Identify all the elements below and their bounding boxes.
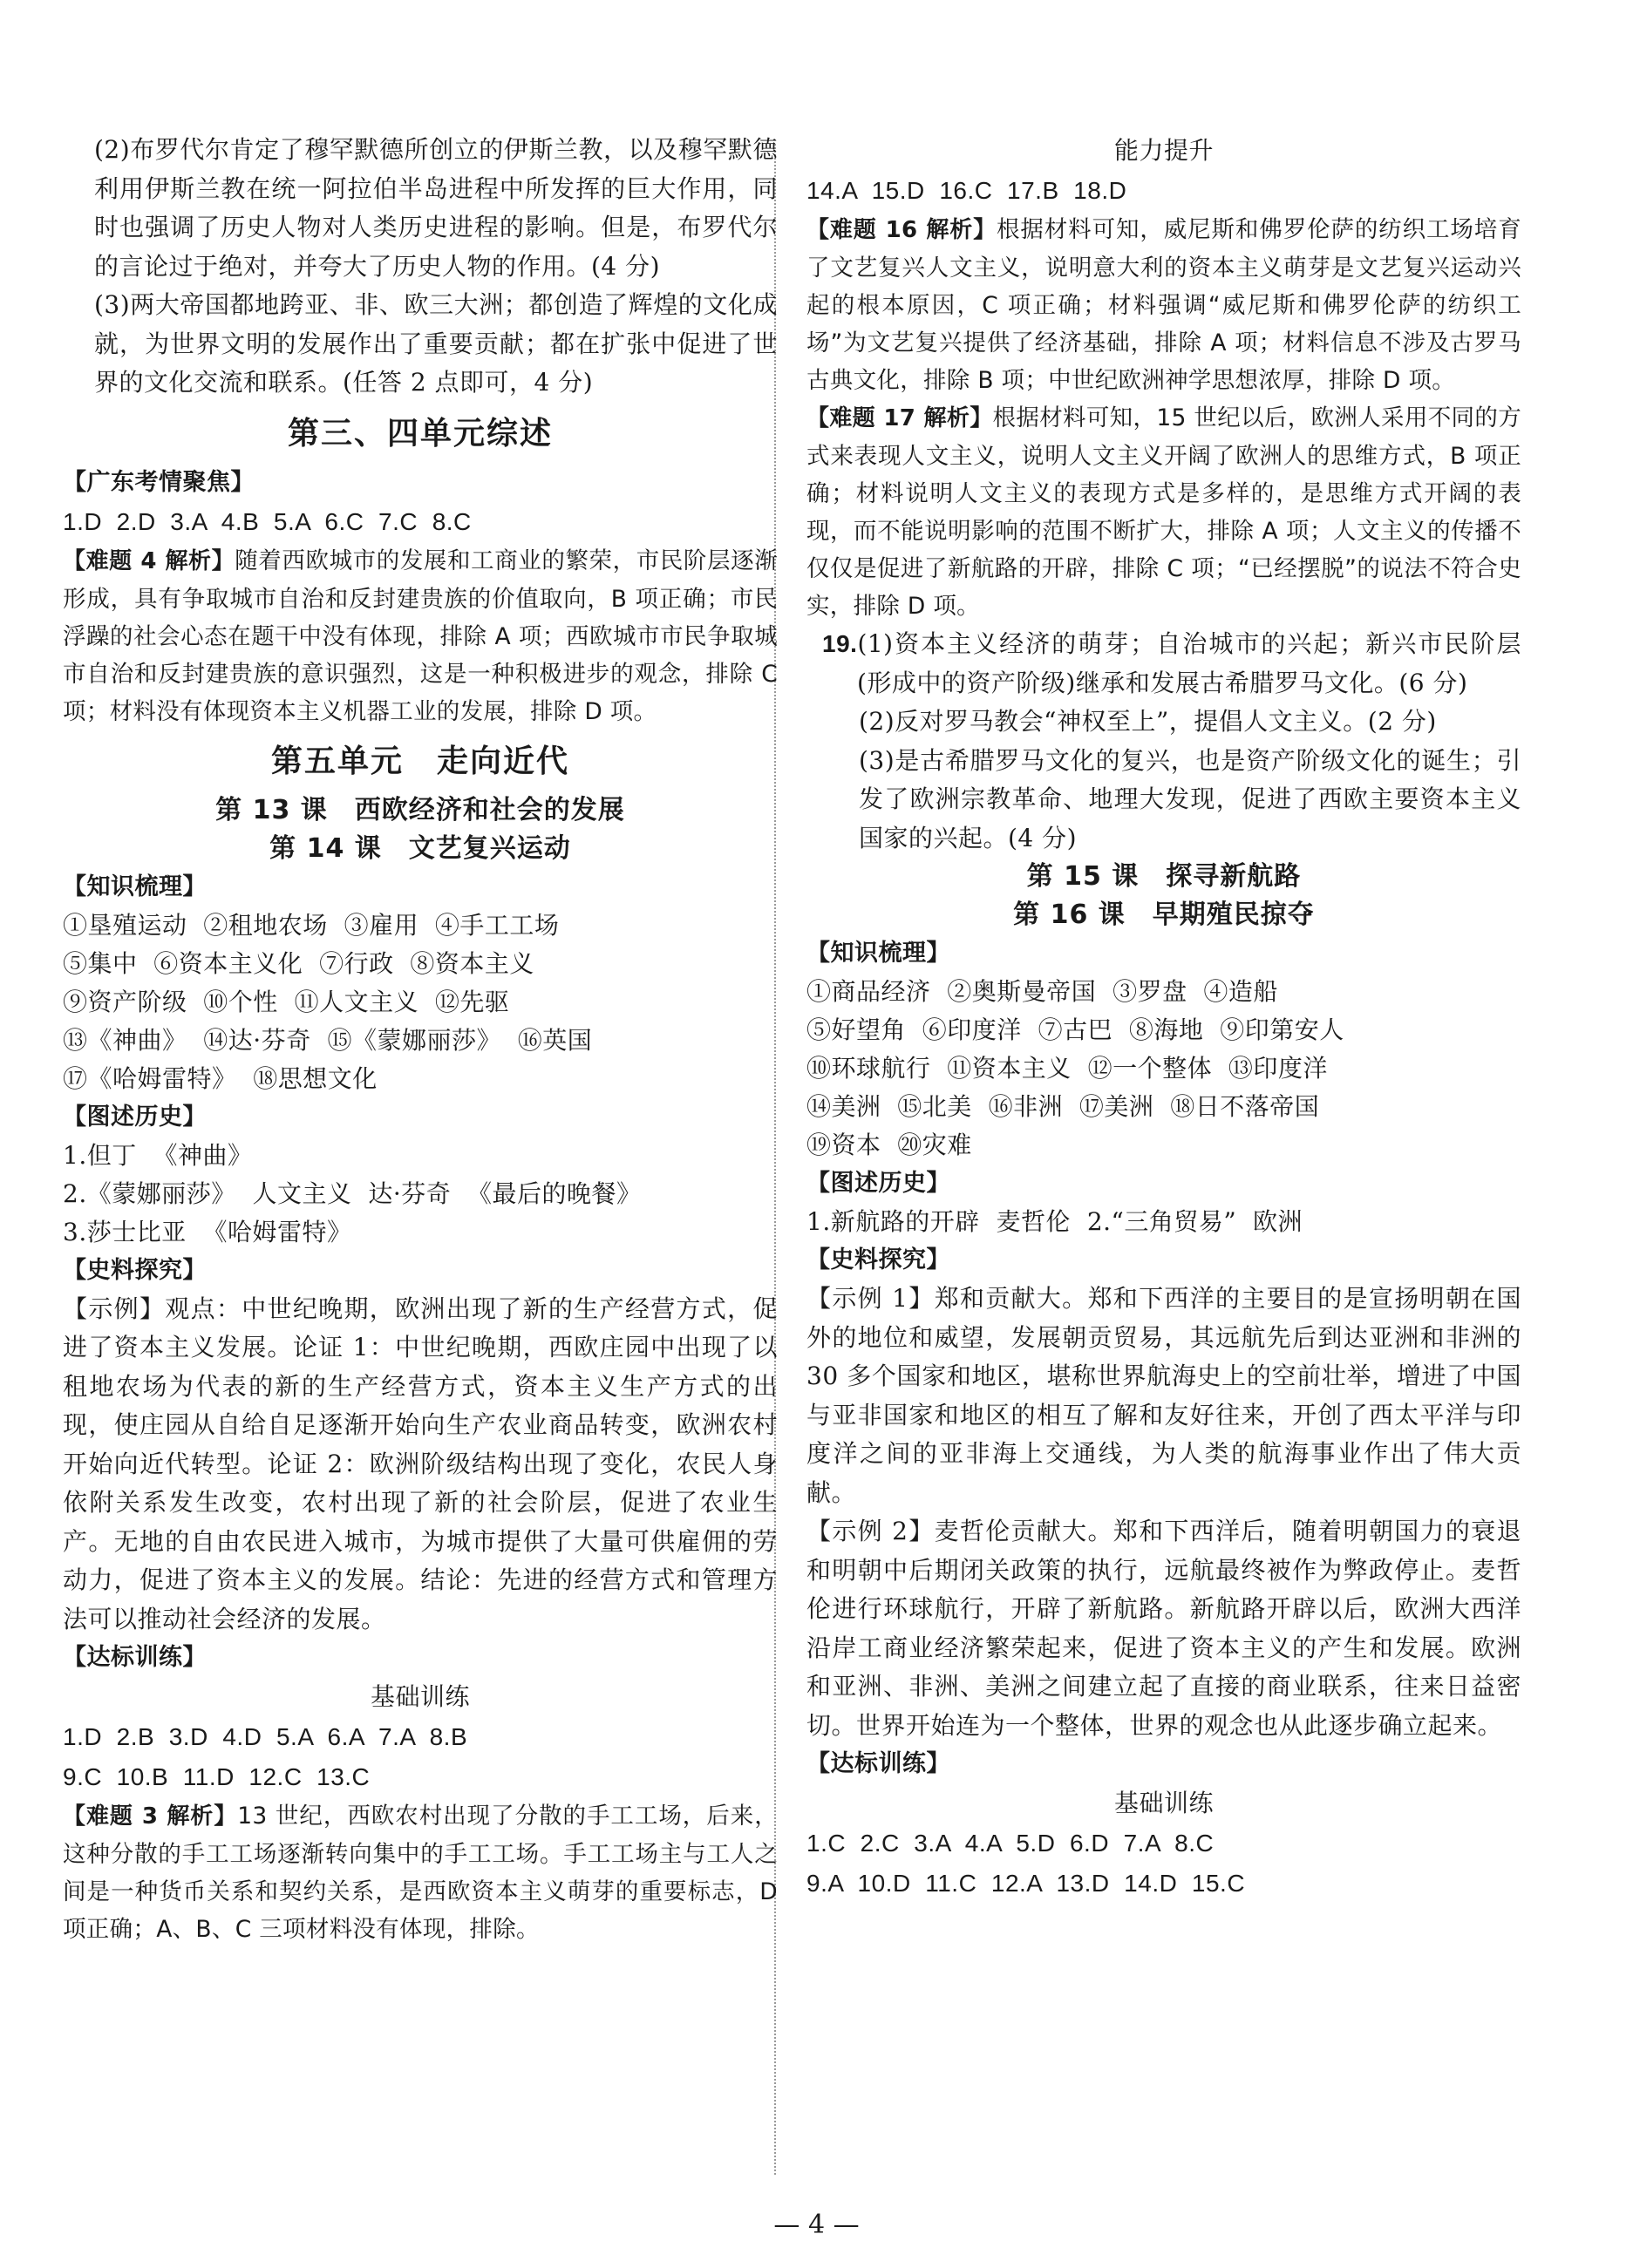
knowledge-row: ⑤好望角 ⑥印度洋 ⑦古巴 ⑧海地 ⑨印第安人 — [806, 1015, 1344, 1044]
knowledge-row: ⑤集中 ⑥资本主义化 ⑦行政 ⑧资本主义 — [63, 948, 534, 978]
knowledge-row: ⑲资本 ⑳灾难 — [806, 1131, 972, 1159]
picture-history-row: 2.《蒙娜丽莎》 人文主义 达·芬奇 《最后的晚餐》 — [63, 1178, 642, 1208]
hard-question-3-tag: 【难题 3 解析】 — [63, 1803, 238, 1830]
hard-question-3-text: 13 世纪，西欧农村出现了分散的手工工场，后来，这种分散的手工工场逐渐转向集中的手工工场。手工工场主与工人之间是一种货币关系和契约关系，是西欧资本主义萌芽的重要标志，D 项正确；A、B、C 三项材料没有体现，排除。 — [63, 1803, 779, 1943]
source-inquiry-example-2: 【示例 2】麦哲伦贡献大。郑和下西洋后，随着明朝国力的衰退和明朝中后期闭关政策的执行，远航最终被作为弊政停止。麦哲伦进行环球航行，开辟了新航路。新航路开辟以后，欧洲大西洋沿岸工商业经济繁荣起来，促进了资本主义的产生和发展。欧洲和亚洲、非洲、美洲之间建立起了直接的商业联系，往来日益密切。世界开始连为一个整体，世界的观念也从此逐步确立起来。 — [806, 1517, 1521, 1740]
lesson-13-title: 第 13 课 西欧经济和社会的发展 — [215, 794, 625, 825]
basic-training-title: 基础训练 — [370, 1682, 470, 1711]
picture-history-row: 1.但丁 《神曲》 — [63, 1140, 253, 1170]
guangdong-answers: 1.D 2.D 3.A 4.B 5.A 6.C 7.C 8.C — [63, 507, 472, 535]
knowledge-row: ⑭美洲 ⑮北美 ⑯非洲 ⑰美洲 ⑱日不落帝国 — [806, 1092, 1320, 1121]
hard-question-16-text: 根据材料可知，威尼斯和佛罗伦萨的纺织工场培育了文艺复兴人文主义，说明意大利的资本主义萌芽是文艺复兴运动兴起的根本原因，C 项正确；材料强调“威尼斯和佛罗伦萨的纺织工场”为文艺复兴提供了经济基础，排除 A 项；材料信息不涉及古罗马古典文化，排除 B 项；中世纪欧洲神学思想浓厚，排除 D 项。 — [806, 216, 1521, 394]
source-inquiry-example-1: 【示例 1】郑和贡献大。郑和下西洋的主要目的是宣扬明朝在国外的地位和威望，发展朝贡贸易，其远航先后到达亚洲和非洲的 30 多个国家和地区，堪称世界航海史上的空前壮举，增进了中国与亚非国家和地区的相互了解和友好往来，开创了西太平洋与印度洋之间的亚非海上交通线，为人类的航海事业作出了伟大贡献。 — [806, 1284, 1521, 1507]
answer-paragraph: (3)两大帝国都地跨亚、非、欧三大洲；都创造了辉煌的文化成就，为世界文明的发展作出了重要贡献；都在扩张中促进了世界的文化交流和联系。(任答 2 点即可，4 分) — [94, 290, 778, 397]
knowledge-row: ①商品经济 ②奥斯曼帝国 ③罗盘 ④造船 — [806, 977, 1278, 1006]
knowledge-row: ①垦殖运动 ②租地农场 ③雇用 ④手工工场 — [63, 910, 560, 940]
answer-paragraph: (2)布罗代尔肯定了穆罕默德所创立的伊斯兰教，以及穆罕默德利用伊斯兰教在统一阿拉伯半岛进程中所发挥的巨大作用，同时也强调了历史人物对人类历史进程的影响。但是，布罗代尔的言论过于绝对，并夸大了历史人物的作用。(4 分) — [94, 135, 778, 281]
basic-answers-row: 1.D 2.B 3.D 4.D 5.A 6.A 7.A 8.B — [63, 1723, 468, 1750]
page-number: — 4 — — [773, 2210, 860, 2240]
right-column — [806, 131, 1521, 1904]
source-inquiry-text: 【示例】观点：中世纪晚期，欧洲出现了新的生产经营方式，促进了资本主义发展。论证 1：中世纪晚期，西欧庄园中出现了以租地农场为代表的新的生产经营方式，资本主义生产方式的出现，使庄园从自给自足逐渐开始向生产农业商品转变，欧洲农村开始向近代转型。论证 2：欧洲阶级结构出现了变化，农民人身依附关系发生改变，农村出现了新的社会阶层，促进了农业生产。无地的自由农民进入城市，为城市提供了大量可供雇佣的劳动力，促进了资本主义的发展。结论：先进的经营方式和管理方法可以推动社会经济的发展。 — [63, 1294, 778, 1633]
hard-question-16-analysis — [806, 211, 1521, 399]
knowledge-row: ⑰《哈姆雷特》 ⑱思想文化 — [63, 1063, 378, 1093]
picture-history-row: 3.莎士比亚 《哈姆雷特》 — [63, 1217, 352, 1246]
basic-answers-row: 9.C 10.B 11.D 12.C 13.C — [63, 1763, 371, 1790]
hard-question-4-text: 随着西欧城市的发展和工商业的繁荣，市民阶层逐渐形成，具有争取城市自治和反封建贵族的价值取向，B 项正确；市民浮躁的社会心态在题干中没有体现，排除 A 项；西欧城市市民争取城市自治和反封建贵族的意识强烈，这是一种积极进步的观念，排除 C 项；材料没有体现资本主义机器工业的发展，排除 D 项。 — [63, 547, 778, 725]
knowledge-row: ⑨资产阶级 ⑩个性 ⑪人文主义 ⑫先驱 — [63, 987, 510, 1016]
knowledge-tag: 【知识梳理】 — [806, 940, 950, 967]
question-19-part-2: (2)反对罗马教会“神权至上”，提倡人文主义。(2 分) — [859, 707, 1437, 736]
basic-answers-row: 9.A 10.D 11.C 12.A 13.D 14.D 15.C — [806, 1870, 1246, 1897]
source-inquiry-tag: 【史料探究】 — [806, 1246, 950, 1273]
ability-title: 能力提升 — [1113, 136, 1214, 165]
guangdong-focus-tag: 【广东考情聚焦】 — [63, 468, 255, 496]
hard-question-3-analysis — [63, 1797, 778, 1948]
ability-answers: 14.A 15.D 16.C 17.B 18.D — [806, 177, 1127, 204]
hard-question-17-analysis — [806, 399, 1521, 625]
source-inquiry-tag: 【史料探究】 — [63, 1256, 207, 1284]
picture-history-tag: 【图述历史】 — [63, 1103, 207, 1131]
question-19-part-3: (3)是古希腊罗马文化的复兴，也是资产阶级文化的诞生；引发了欧洲宗教革命、地理大发现，促进了西欧主要资本主义国家的兴起。(4 分) — [859, 745, 1521, 852]
question-19-part-1-text: (1)资本主义经济的萌芽；自治城市的兴起；新兴市民阶层(形成中的资产阶级)继承和发展古希腊罗马文化。(6 分) — [857, 629, 1521, 697]
hard-question-4-tag: 【难题 4 解析】 — [63, 547, 235, 574]
unit-5-title: 第五单元 走向近代 — [270, 743, 569, 779]
hard-question-17-tag: 【难题 17 解析】 — [806, 405, 993, 431]
question-19-part-1 — [806, 625, 1521, 703]
basic-training-title: 基础训练 — [1113, 1789, 1214, 1817]
basic-answers-row: 1.C 2.C 3.A 4.A 5.D 6.D 7.A 8.C — [806, 1830, 1215, 1857]
knowledge-row: ⑩环球航行 ⑪资本主义 ⑫一个整体 ⑬印度洋 — [806, 1054, 1328, 1083]
picture-history-tag: 【图述历史】 — [806, 1170, 950, 1197]
hard-question-16-tag: 【难题 16 解析】 — [806, 217, 997, 243]
knowledge-row: ⑬《神曲》 ⑭达·芬奇 ⑮《蒙娜丽莎》 ⑯英国 — [63, 1025, 593, 1055]
left-column — [63, 131, 778, 1948]
practice-tag: 【达标训练】 — [63, 1644, 207, 1671]
lesson-14-title: 第 14 课 文艺复兴运动 — [269, 832, 571, 864]
knowledge-tag: 【知识梳理】 — [63, 873, 207, 900]
hard-question-17-text: 根据材料可知，15 世纪以后，欧洲人采用不同的方式来表现人文主义，说明人文主义开阔了欧洲人的思维方式，B 项正确；材料说明人文主义的表现方式是多样的，是思维方式开阔的表现，而不能说明影响的范围不断扩大，排除 A 项；人文主义的传播不仅仅是促进了新航路的开辟，排除 C 项；“已经摆脱”的说法不符合史实，排除 D 项。 — [806, 404, 1521, 620]
practice-tag: 【达标训练】 — [806, 1750, 950, 1777]
question-19-number: 19. — [822, 630, 858, 657]
lesson-15-title: 第 15 课 探寻新航路 — [1026, 861, 1302, 892]
section-title-units-3-4: 第三、四单元综述 — [287, 415, 553, 452]
lesson-16-title: 第 16 课 早期殖民掠夺 — [1013, 900, 1315, 930]
picture-history-row: 1.新航路的开辟 麦哲伦 2.“三角贸易” 欧洲 — [806, 1207, 1303, 1236]
hard-question-4-analysis — [63, 542, 778, 730]
